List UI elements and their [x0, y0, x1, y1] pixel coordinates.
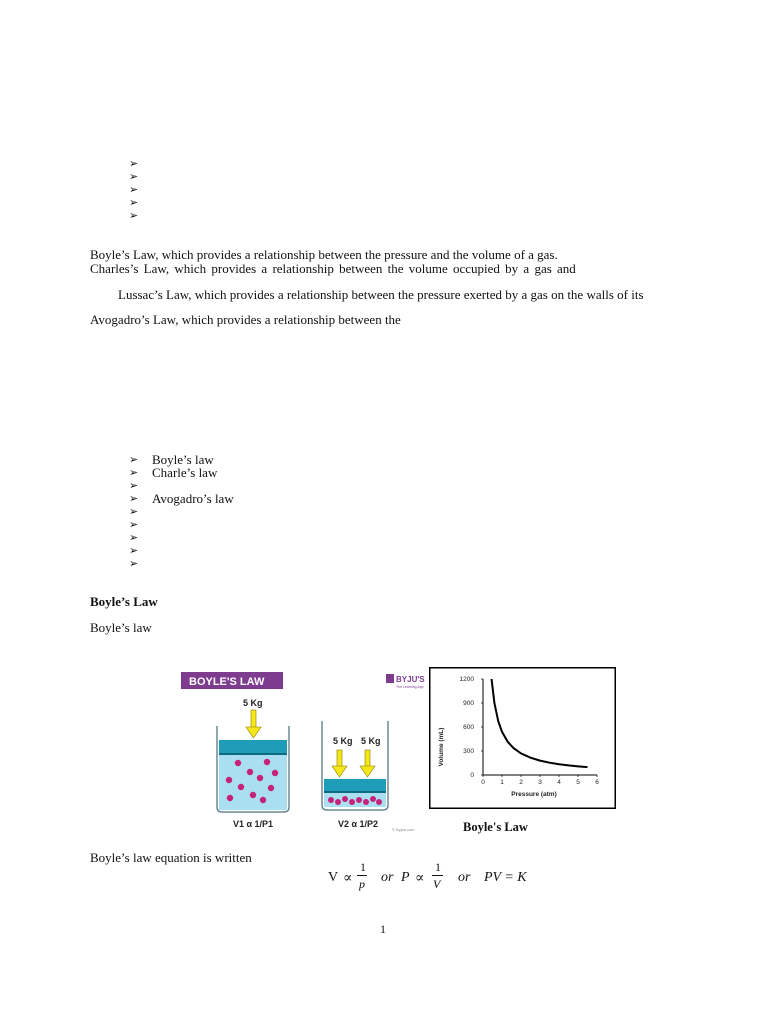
chart-title: Boyle's Law — [463, 820, 528, 834]
brand-logo-icon — [386, 674, 394, 683]
boyles-law-equation — [326, 858, 546, 898]
weight-label-2b: 5 Kg — [361, 736, 381, 746]
weight-label-1: 5 Kg — [243, 698, 263, 708]
y-tick-label: 600 — [463, 724, 474, 732]
list-item: Boyle’s law — [152, 452, 214, 467]
paragraph-lussac: Lussac’s Law, which provides a relationship between the pressure exerted by a gas on the walls of its — [118, 287, 644, 302]
paragraph-charles: Charles’s Law, which provides a relationship between the volume occupied by a gas and — [90, 261, 576, 276]
fraction-denominator-1: p — [359, 877, 365, 891]
y-tick-label: 0 — [470, 772, 474, 780]
fraction-numerator-1: 1 — [360, 860, 366, 874]
y-axis-label: Volume (mL) — [438, 727, 445, 767]
bullet-arrow-icon: ➢ — [129, 157, 139, 170]
fraction-bar-1 — [357, 875, 367, 876]
chart-frame — [430, 668, 616, 809]
x-tick-label: 5 — [576, 779, 580, 786]
bullet-arrow-icon: ➢ — [129, 466, 139, 479]
fraction-numerator-2: 1 — [435, 860, 441, 874]
fraction-bar-2 — [432, 875, 443, 876]
x-tick-label: 4 — [557, 779, 561, 786]
bullet-arrow-icon: ➢ — [129, 170, 139, 183]
y-tick-label: 300 — [463, 748, 474, 756]
list-item: Avogadro’s law — [152, 491, 234, 506]
x-tick-label: 3 — [538, 779, 542, 786]
x-tick-label: 6 — [595, 779, 599, 786]
bullet-arrow-icon: ➢ — [129, 557, 139, 570]
y-tick-label: 1200 — [459, 676, 474, 684]
paragraph-boyle: Boyle’s Law, which provides a relationship between the pressure and the volume of a gas. — [90, 247, 558, 262]
boyles-law-illustration — [175, 666, 428, 838]
list-item: Charle’s law — [152, 465, 218, 480]
bullet-arrow-icon: ➢ — [129, 544, 139, 557]
caption-2: V2 α 1/P2 — [338, 819, 379, 829]
bullet-arrow-icon: ➢ — [129, 531, 139, 544]
bullet-arrow-icon: ➢ — [129, 183, 139, 196]
equation-label: Boyle’s law equation is written — [90, 850, 252, 865]
x-tick-label: 2 — [519, 779, 523, 786]
y-tick-label: 900 — [463, 700, 474, 708]
proportional-symbol-2: ∝ — [415, 871, 425, 886]
brand-subtitle: The Learning App — [396, 685, 424, 689]
boyles-law-chart — [429, 667, 616, 810]
section-heading: Boyle’s Law — [90, 594, 158, 609]
or-text-1: or — [381, 870, 394, 885]
equation-v: V — [328, 870, 339, 885]
bullet-arrow-icon: ➢ — [129, 209, 139, 222]
bullet-arrow-icon: ➢ — [129, 453, 139, 466]
section-intro: Boyle’s law — [90, 620, 152, 635]
banner-label: BOYLE'S LAW — [189, 676, 265, 688]
equation-pv-k: PV = K — [484, 870, 527, 885]
bullet-arrow-icon: ➢ — [129, 492, 139, 505]
x-tick-label: 0 — [481, 779, 485, 786]
equation-p: P — [401, 870, 410, 885]
brand-name: BYJU'S — [396, 675, 425, 684]
page-number: 1 — [380, 922, 386, 936]
bullet-arrow-icon: ➢ — [129, 505, 139, 518]
copyright-text: © Byjus.com — [392, 827, 415, 832]
caption-1: V1 α 1/P1 — [233, 819, 274, 829]
or-text-2: or — [458, 870, 471, 885]
fraction-denominator-2: V — [433, 877, 441, 891]
weight-label-2a: 5 Kg — [333, 736, 353, 746]
x-axis-label: Pressure (atm) — [511, 791, 557, 798]
proportional-symbol-1: ∝ — [343, 871, 353, 886]
bullet-arrow-icon: ➢ — [129, 479, 139, 492]
x-tick-label: 1 — [500, 779, 504, 786]
paragraph-avogadro: Avogadro’s Law, which provides a relationship between the — [90, 312, 401, 327]
bullet-arrow-icon: ➢ — [129, 518, 139, 531]
bullet-arrow-icon: ➢ — [129, 196, 139, 209]
